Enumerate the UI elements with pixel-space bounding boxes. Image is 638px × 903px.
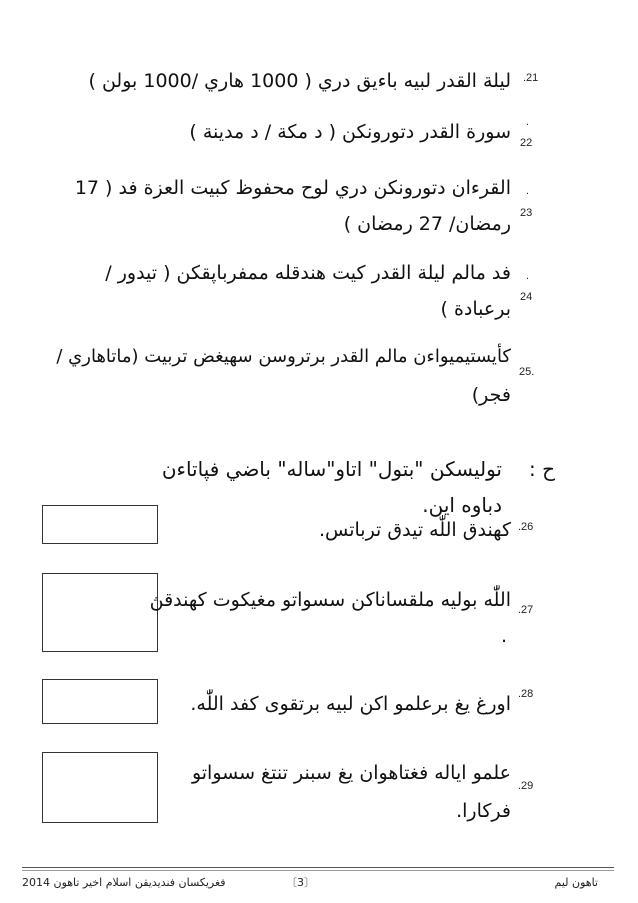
question-text: كأيستيميواءن مالم القدر برتروسن سهيغض تربيت (ماتاهاري / <box>56 346 511 367</box>
question-number: . <box>526 116 530 128</box>
question-number: 23 <box>520 207 533 219</box>
statement-text: علمو اياله فغتاهوان يغ سبنر تنتغ سسواتو <box>191 762 511 784</box>
answer-box[interactable] <box>42 573 158 652</box>
page-bracket-icon: 〕 <box>304 876 315 889</box>
question-text: القرءان دتورونكن دري لوح محفوظ كبيت العزة فد ( 17 <box>74 177 511 199</box>
statement-text: اللّٰه بوليه ملقساناكن سسواتو مغيكوت كهندقڽ <box>149 589 511 611</box>
section-label: ح : <box>528 457 555 481</box>
page-number <box>286 874 315 890</box>
statement-number: .28 <box>518 688 534 700</box>
question-number: 25. <box>519 366 535 378</box>
question-number: 22 <box>520 137 533 149</box>
question-number: . <box>526 185 530 197</box>
question-text: ليلة القدر لبيه باءيق دري ( 1000 هاري /1000 بولن ) <box>88 70 511 92</box>
statement-number: .29 <box>518 780 534 792</box>
question-text: برعبادة ) <box>440 298 511 320</box>
footer-exam-title: فغريكسان فنديديقن اسلام اخير تاهون 2014 <box>22 876 226 889</box>
statement-text: فركارا. <box>456 800 511 822</box>
question-number: .21 <box>523 72 539 84</box>
question-text: رمضان/ 27 رمضان ) <box>343 213 511 235</box>
page-bracket-icon: 〔 <box>286 876 297 889</box>
question-text: فد مالم ليلة القدر كيت هندقله ممفرباڽقكن ( تيدور / <box>105 262 511 284</box>
statement-text: اورغ يغ برعلمو اكن لبيه برتقوى كفد اللّٰه. <box>190 693 511 715</box>
footer-divider <box>22 870 614 871</box>
answer-box[interactable] <box>42 505 158 544</box>
footer-divider <box>22 867 614 868</box>
instruction-text: توليسكن "بتول" اتاو"ساله" باضي فڽاتاءن <box>161 457 502 481</box>
statement-text: . <box>500 625 507 647</box>
answer-box[interactable] <box>42 679 158 724</box>
question-number: 24 <box>520 291 533 303</box>
question-text: فجر) <box>471 384 511 406</box>
statement-number: .27 <box>518 604 534 616</box>
question-text: سورة القدر دتورونكن ( د مكة / د مدينة ) <box>189 121 511 143</box>
footer-year-label: تاهون ليم <box>554 876 598 889</box>
page-number-value: 3 <box>297 876 304 889</box>
answer-box[interactable] <box>42 752 158 823</box>
question-number: . <box>526 270 530 282</box>
statement-number: .26 <box>518 521 534 533</box>
statement-text: كهندق اللّٰه تيدق ترباتس. <box>318 519 511 541</box>
instruction-text: دباوه اين. <box>422 493 502 517</box>
